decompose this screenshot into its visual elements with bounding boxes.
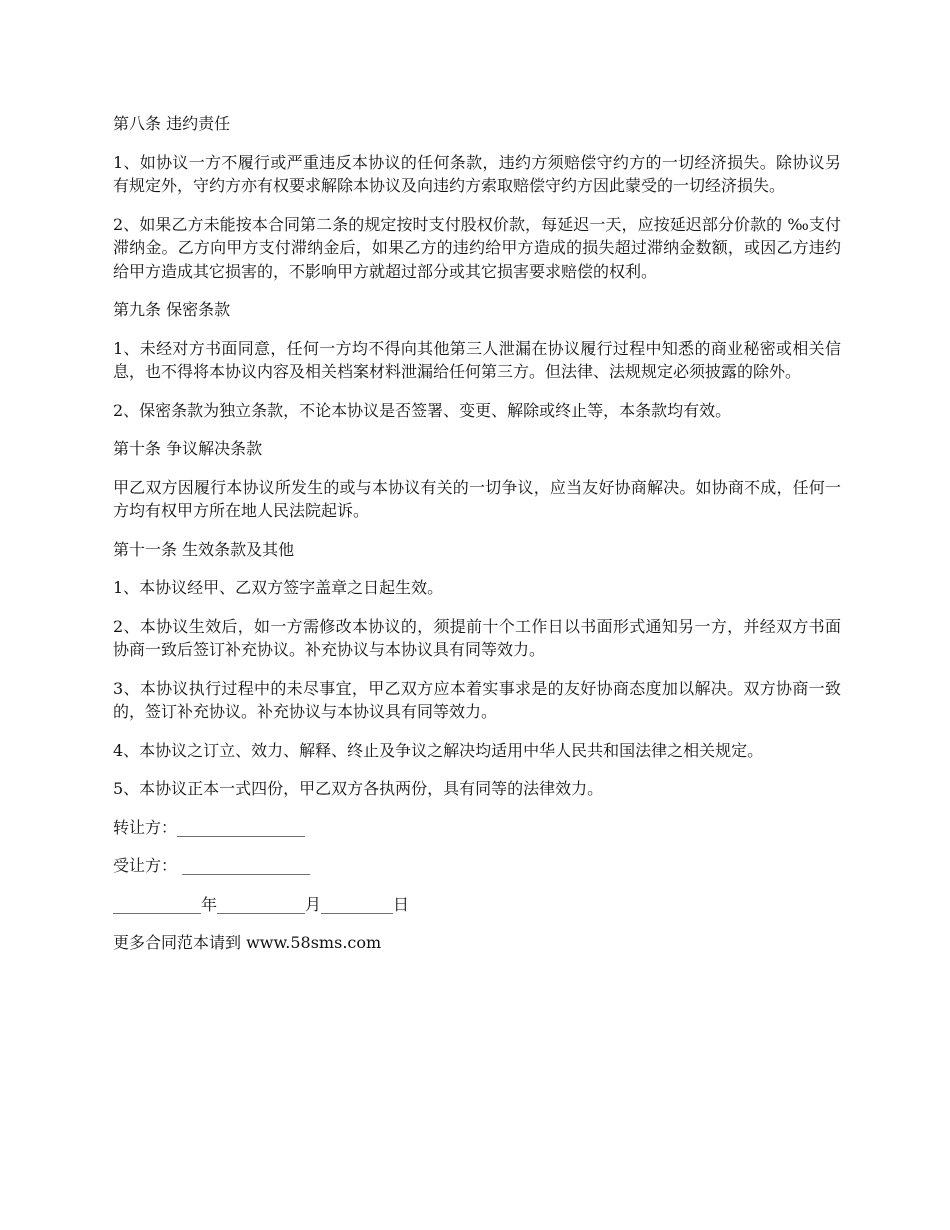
article-11-clause-5: 5、本协议正本一式四份，甲乙双方各执两份，具有同等的法律效力。 xyxy=(113,779,604,798)
article-8-clause-1: 1、如协议一方不履行或严重违反本协议的任何条款，违约方须赔偿守约方的一切经济损失。除协议另有规定外，守约方亦有权要求解除本协议及向违约方索取赔偿守约方因此蒙受的一切经济损失。 xyxy=(113,152,841,195)
article-8-clause-2: 2、如果乙方未能按本合同第二条的规定按时支付股权价款，每延迟一天，应按延迟部分价款的 ‰支付滞纳金。乙方向甲方支付滞纳金后，如果乙方的违约给甲方造成的损失超过滞纳金数额，或因乙方违约给甲方造成其它损害的，不影响甲方就超过部分或其它损害要求赔偿的权利。 xyxy=(113,214,841,281)
date-line: ___________年___________月_________日 xyxy=(113,894,410,914)
article-11-clause-3: 3、本协议执行过程中的未尽事宜，甲乙双方应本着实事求是的友好协商态度加以解决。双方协商一致的，签订补充协议。补充协议与本协议具有同等效力。 xyxy=(113,678,841,721)
article-11-clause-4: 4、本协议之订立、效力、解释、终止及争议之解决均适用中华人民共和国法律之相关规定。 xyxy=(113,740,764,760)
article-8-title: 第八条 违约责任 xyxy=(113,114,231,133)
article-11-title: 第十一条 生效条款及其他 xyxy=(113,539,295,559)
article-11-clause-2: 2、本协议生效后，如一方需修改本协议的，须提前十个工作日以书面形式通知另一方，并经双方书面协商一致后签订补充协议。补充协议与本协议具有同等效力。 xyxy=(113,616,841,659)
footer-note: 更多合同范本请到 www.58sms.com xyxy=(113,933,382,952)
article-10-clause-1: 甲乙双方因履行本协议所发生的或与本协议有关的一切争议，应当友好协商解决。如协商不成，任何一方均有权甲方所在地人民法院起诉。 xyxy=(113,477,841,520)
document-page xyxy=(113,112,841,955)
article-10-title: 第十条 争议解决条款 xyxy=(113,439,263,458)
article-9-title: 第九条 保密条款 xyxy=(113,300,231,319)
transferor-signature-line: 转让方：________________ xyxy=(113,817,306,837)
article-9-clause-2: 2、保密条款为独立条款，不论本协议是否签署、变更、解除或终止等，本条款均有效。 xyxy=(113,400,732,420)
transferee-signature-line: 受让方： ________________ xyxy=(113,856,311,875)
article-11-clause-1: 1、本协议经甲、乙双方签字盖章之日起生效。 xyxy=(113,578,444,597)
article-9-clause-1: 1、未经对方书面同意，任何一方均不得向其他第三人泄漏在协议履行过程中知悉的商业秘密或相关信息，也不得将本协议内容及相关档案材料泄漏给任何第三方。但法律、法规规定必须披露的除外。 xyxy=(113,338,841,381)
